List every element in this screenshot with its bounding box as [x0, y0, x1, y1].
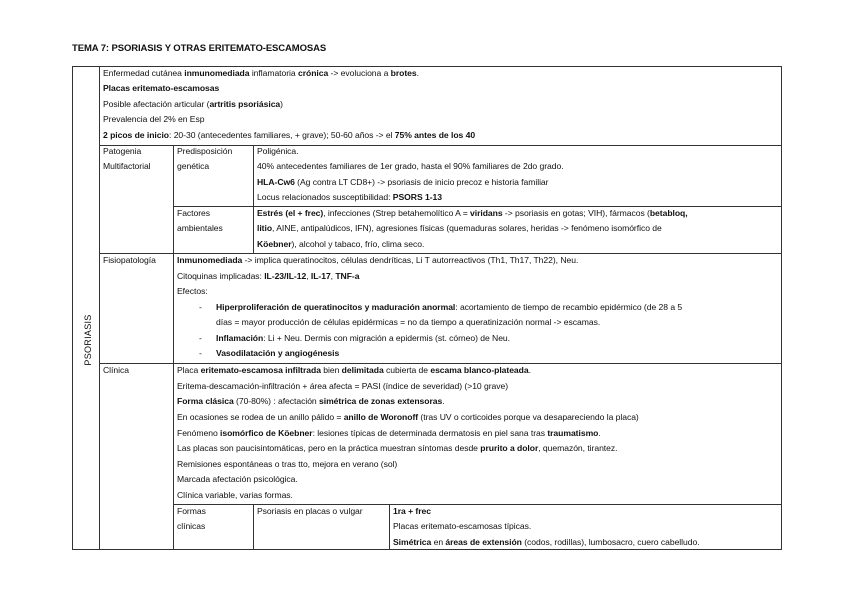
- text-line: Hiperproliferación de queratinocitos y maduración anormal: acortamiento de tiempo de recambio epidérmico (de 28 a 5: [216, 302, 683, 312]
- text-line: Marcada afectación psicológica.: [177, 474, 298, 484]
- text-line: Clínica variable, varias formas.: [177, 490, 293, 500]
- text-line: Locus relacionados susceptibilidad: PSORS 1-13: [257, 192, 442, 202]
- text-line: litio, AINE, antipalúdicos, IFN), agresiones físicas (quemaduras solares, heridas -> fenómeno isomórfico de: [257, 223, 662, 233]
- text-line: Posible afectación articular (artritis psoriásica): [103, 99, 283, 109]
- sub-label: genética: [177, 161, 210, 171]
- table-divider: [389, 504, 390, 550]
- text-line: 2 picos de inicio: 20-30 (antecedentes familiares, + grave); 50-60 años -> el 75% antes de los 40: [103, 130, 476, 140]
- text-line: Enfermedad cutánea inmunomediada inflamatoria crónica -> evoluciona a brotes.: [103, 68, 419, 78]
- text-line: Placas eritemato-escamosas típicas.: [393, 521, 532, 531]
- row-label: Clínica: [103, 365, 129, 375]
- bullet-dash: -: [199, 302, 202, 312]
- text-line: 1ra + frec: [393, 506, 431, 516]
- text-line: Remisiones espontáneas o tras tto, mejora en verano (sol): [177, 459, 398, 469]
- row-label: Multifactorial: [103, 161, 151, 171]
- table-divider: [253, 504, 254, 550]
- text-line: Simétrica en áreas de extensión (codos, rodillas), lumbosacro, cuero cabelludo.: [393, 537, 700, 547]
- sub-label: clínicas: [177, 521, 206, 531]
- text-line: 40% antecedentes familiares de 1er grado, hasta el 90% familiares de 2do grado.: [257, 161, 564, 171]
- section-label: PSORIASIS: [83, 314, 93, 366]
- text-line: Citoquinas implicadas: IL-23/IL-12, IL-17, TNF-a: [177, 271, 360, 281]
- text-line: Forma clásica (70-80%) : afectación simétrica de zonas extensoras.: [177, 396, 445, 406]
- table-divider: [99, 66, 100, 550]
- text-line: Estrés (el + frec), infecciones (Strep betahemolítico A = viridans -> psoriasis en gotas; VIH), fármacos (betabloq,: [257, 208, 688, 218]
- text-line: Prevalencia del 2% en Esp: [103, 114, 205, 124]
- bullet-dash: -: [199, 333, 202, 343]
- text-line: Efectos:: [177, 286, 208, 296]
- sub-label: Predisposición: [177, 146, 233, 156]
- page-title: TEMA 7: PSORIASIS Y OTRAS ERITEMATO-ESCAMOSAS: [72, 43, 327, 54]
- row-label: Fisiopatología: [103, 255, 156, 265]
- table-divider: [253, 145, 254, 253]
- sub-label: Factores: [177, 208, 211, 218]
- text-line: días = mayor producción de células epidérmicas = no da tiempo a queratinización normal -> escamas.: [216, 317, 601, 327]
- bullet-dash: -: [199, 348, 202, 358]
- text-line: Inmunomediada -> implica queratinocitos, células dendríticas, Li T autorreactivos (Th1, Th17, Th22), Neu.: [177, 255, 579, 265]
- text-line: En ocasiones se rodea de un anillo pálido = anillo de Woronoff (tras UV o corticoides porque va desapareciendo la placa): [177, 412, 639, 422]
- text-line: Vasodilatación y angiogénesis: [216, 348, 340, 358]
- text-line: Eritema-descamación-infiltración + área afecta = PASI (índice de severidad) (>10 grave): [177, 381, 509, 391]
- sub-label: Formas: [177, 506, 206, 516]
- text-line: Inflamación: Li + Neu. Dermis con migración a epidermis (st. córneo) de Neu.: [216, 333, 510, 343]
- text-line: Köebner), alcohol y tabaco, frío, clima seco.: [257, 239, 425, 249]
- text-line: Poligénica.: [257, 146, 299, 156]
- text-line: Placas eritemato-escamosas: [103, 83, 220, 93]
- text-line: Fenómeno isomórfico de Köebner: lesiones típicas de determinada dermatosis en piel sana tras traumatismo.: [177, 428, 601, 438]
- text-line: Las placas son paucisintomáticas, pero en la práctica muestran síntomas desde prurito a dolor, quemazón, tirantez.: [177, 443, 618, 453]
- sub-label: Psoriasis en placas o vulgar: [257, 506, 363, 516]
- text-line: HLA-Cw6 (Ag contra LT CD8+) -> psoriasis de inicio precoz e historia familiar: [257, 177, 549, 187]
- sub-label: ambientales: [177, 223, 223, 233]
- row-label: Patogenia: [103, 146, 142, 156]
- text-line: Placa eritemato-escamosa infiltrada bien delimitada cubierta de escama blanco-plateada.: [177, 365, 531, 375]
